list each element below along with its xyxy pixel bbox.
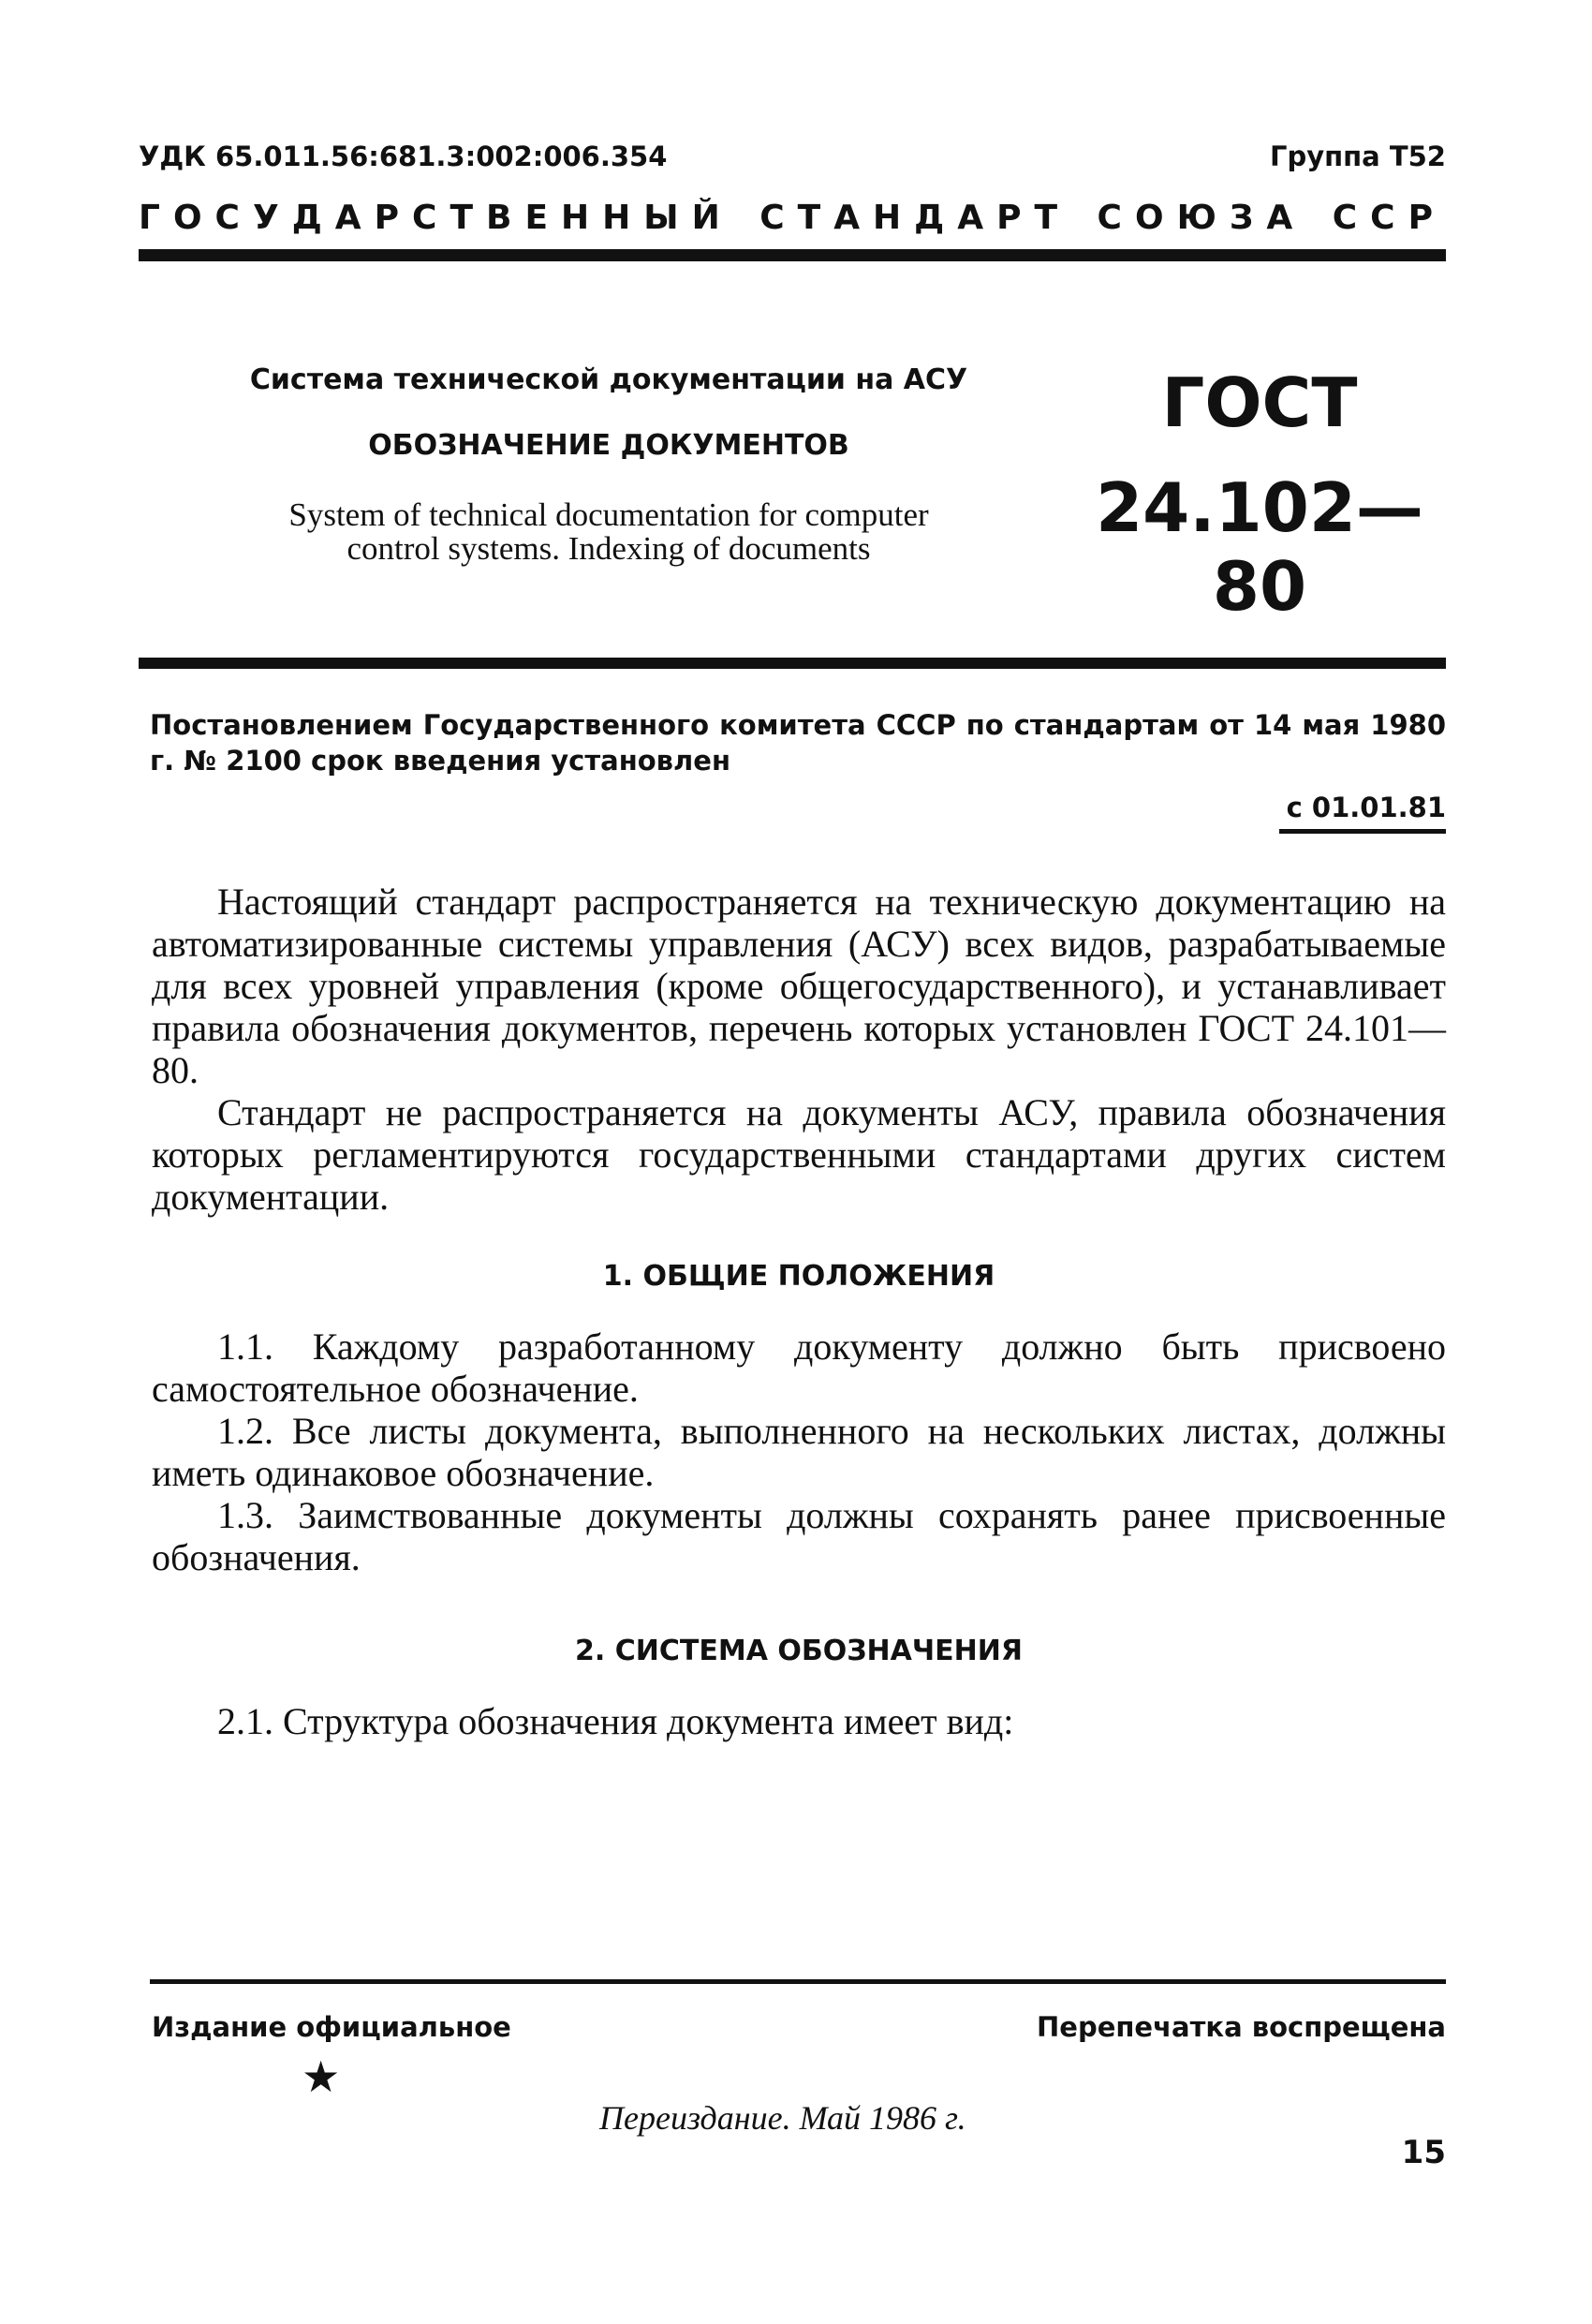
udk-code: УДК 65.011.56:681.3:002:006.354 [139,141,668,172]
banner-word-3: СОЮЗА [1097,199,1306,237]
paragraph-2-1: 2.1. Структура обозначения документа имеет вид: [217,1700,1014,1742]
system-title: Система технической документации на АСУ [249,363,968,396]
star-icon: ★ [302,2051,341,2102]
english-title [187,498,1030,566]
section-2-heading: 2. СИСТЕМА ОБОЗНАЧЕНИЯ [575,1635,1023,1667]
section-1-heading: 1. ОБЩИЕ ПОЛОЖЕНИЯ [602,1260,995,1293]
gost-label: ГОСТ [1161,363,1358,442]
english-title-line2: control systems. Indexing of documents [346,530,871,567]
intro-paragraph-1: Настоящий стандарт распространяется на техническую документацию на автоматизированные системы управления (АСУ) всех видов, разрабатываемые для всех уровней управления (кроме общегосударственного), и устанавливает правила обозначения документов, перечень которых установлен ГОСТ 24.101—80. [152,881,1446,1091]
document-title: ОБОЗНАЧЕНИЕ ДОКУМЕНТОВ [368,429,849,462]
gost-number: 24.102—80 [1096,468,1423,626]
intro-paragraph-2: Стандарт не распространяется на документы АСУ, правила обозначения которых регламентируются государственными стандартами других систем документации. [152,1091,1446,1218]
official-edition-label: Издание официальное [152,2011,511,2043]
title-rule [139,658,1446,669]
state-standard-banner [139,199,1446,237]
english-title-line1: System of technical documentation for computer [288,496,929,533]
paragraph-1-1: 1.1. Каждому разработанному документу должно быть присвоено самостоятельное обозначение. [152,1325,1446,1410]
footer-rule [150,1979,1446,1984]
reprint-prohibited-label: Перепечатка воспрещена [1037,2011,1446,2043]
effective-date-underline [1279,829,1446,834]
group-code: Группа Т52 [1269,141,1446,172]
top-rule [139,249,1446,261]
banner-word-4: ССР [1332,199,1446,237]
paragraph-1-3: 1.3. Заимствованные документы должны сохранять ранее присвоенные обозначения. [152,1494,1446,1578]
banner-word-1: ГОСУДАРСТВЕННЫЙ [139,199,733,237]
banner-word-2: СТАНДАРТ [759,199,1071,237]
paragraph-1-2: 1.2. Все листы документа, выполненного на нескольких листах, должны иметь одинаковое обозначение. [152,1410,1446,1494]
page-number: 15 [1401,2134,1446,2171]
decree-text: Постановлением Государственного комитета СССР по стандартам от 14 мая 1980 г. № 2100 срок введения установлен [150,709,1446,777]
reissue-note: Переиздание. Май 1986 г. [599,2099,966,2137]
effective-date: с 01.01.81 [1286,792,1446,823]
